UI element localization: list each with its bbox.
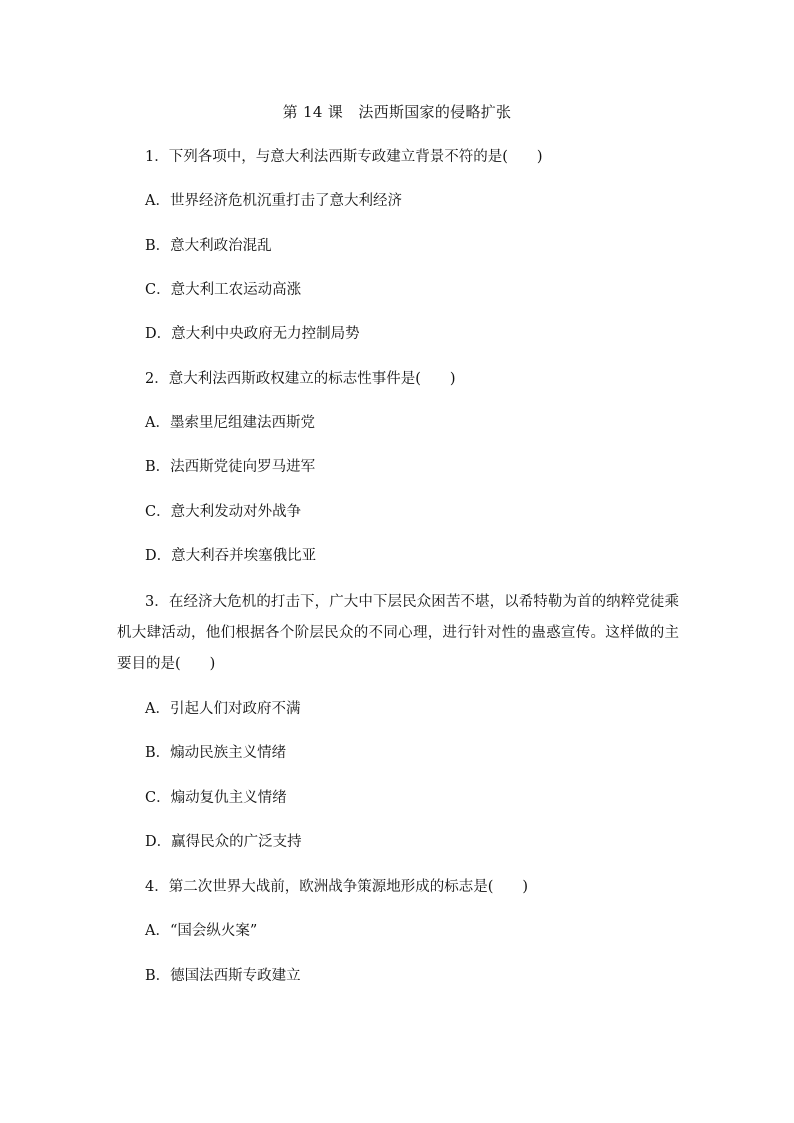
lesson-title: 第 14 课 法西斯国家的侵略扩张 <box>282 103 512 121</box>
question-3-option-d: D．赢得民众的广泛支持 <box>145 834 302 850</box>
question-3-stem: 3．在经济大危机的打击下，广大中下层民众困苦不堪，以希特勒为首的纳粹党徒乘机大肆活动，他们根据各个阶层民众的不同心理，进行针对性的蛊惑宣传。这样做的主要目的是( ) <box>117 594 679 672</box>
question-2-option-c: C．意大利发动对外战争 <box>145 504 302 520</box>
question-2-option-a: A．墨索里尼组建法西斯党 <box>145 415 315 431</box>
question-3-option-c: C．煽动复仇主义情绪 <box>145 790 287 806</box>
question-4-option-b: B．德国法西斯专政建立 <box>145 968 301 984</box>
question-4-option-a: A．“国会纵火案” <box>145 923 258 939</box>
question-4-stem: 4．第二次世界大战前，欧洲战争策源地形成的标志是( ) <box>145 879 529 895</box>
question-3-option-b: B．煽动民族主义情绪 <box>145 745 287 761</box>
question-1-stem: 1．下列各项中，与意大利法西斯专政建立背景不符的是( ) <box>145 149 543 165</box>
question-1-option-d: D．意大利中央政府无力控制局势 <box>145 326 360 342</box>
question-2-stem: 2．意大利法西斯政权建立的标志性事件是( ) <box>145 371 456 387</box>
question-3-option-a: A．引起人们对政府不满 <box>145 701 301 717</box>
question-2-option-d: D．意大利吞并埃塞俄比亚 <box>145 548 317 564</box>
question-1-option-c: C．意大利工农运动高涨 <box>145 282 302 298</box>
question-1-option-a: A．世界经济危机沉重打击了意大利经济 <box>145 193 402 209</box>
question-1-option-b: B．意大利政治混乱 <box>145 238 272 254</box>
question-2-option-b: B．法西斯党徒向罗马进军 <box>145 459 316 475</box>
